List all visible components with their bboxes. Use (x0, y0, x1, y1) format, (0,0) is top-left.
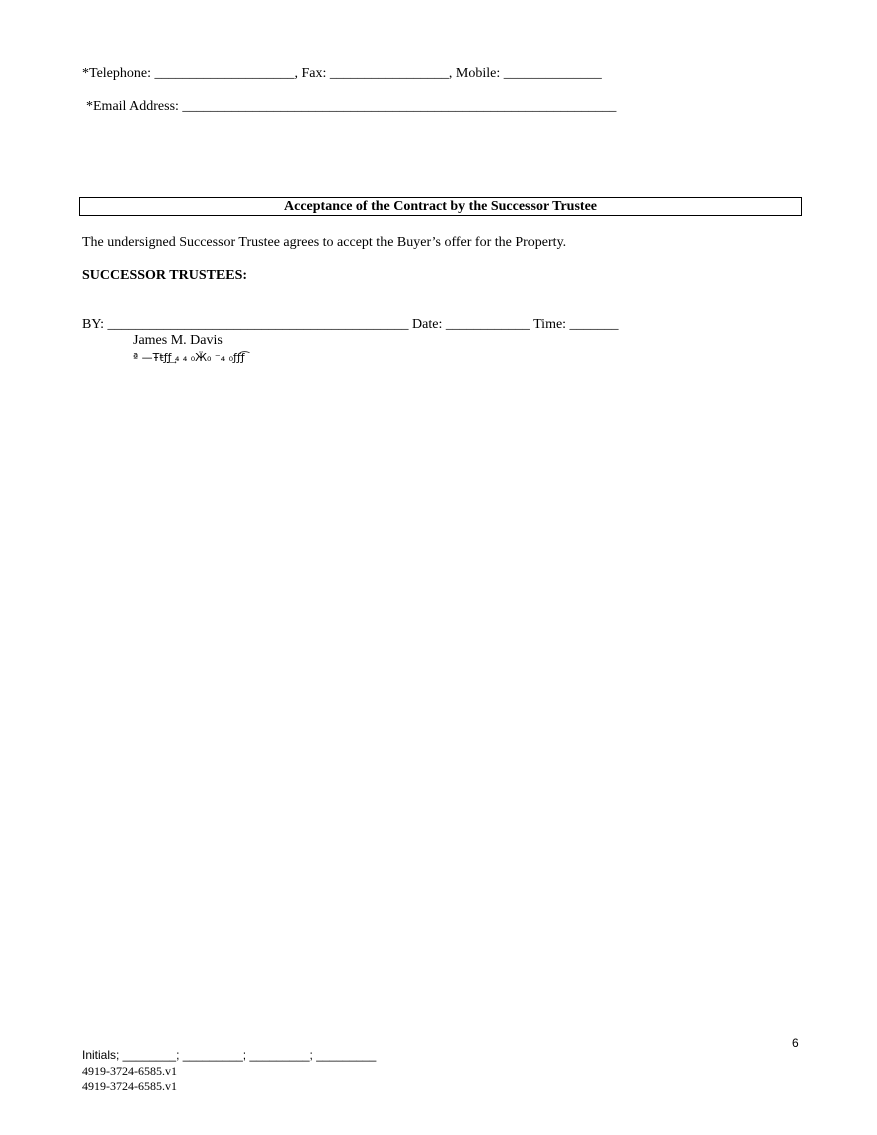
email-address-line: *Email Address: ______________________________________________________________ (86, 99, 617, 114)
document-id: 4919-3724-6585.v1 (82, 1064, 177, 1078)
telephone-fax-mobile-line: *Telephone: ____________________, Fax: _________________, Mobile: ______________ (82, 66, 602, 81)
document-id: 4919-3724-6585.v1 (82, 1079, 177, 1093)
acceptance-section-header (79, 197, 802, 216)
acceptance-statement: The undersigned Successor Trustee agrees to accept the Buyer’s offer for the Property. (82, 235, 567, 250)
garbled-signature-text: ª —Ŧŧƒƒ͢ ₄ ₄ ₀Ӝ₀ ⁻₄ ₀ƒƒƒ͡ (133, 351, 245, 364)
page-number: 6 (792, 1036, 799, 1050)
initials-line: Initials; ________; _________; _________; _________ (82, 1048, 377, 1062)
signature-date-time-line: BY: ___________________________________________ Date: ____________ Time: _______ (82, 317, 619, 332)
signer-name: James M. Davis (133, 333, 223, 348)
successor-trustees-heading: SUCCESSOR TRUSTEES: (82, 268, 248, 283)
section-title: Acceptance of the Contract by the Successor Trustee (284, 198, 597, 214)
